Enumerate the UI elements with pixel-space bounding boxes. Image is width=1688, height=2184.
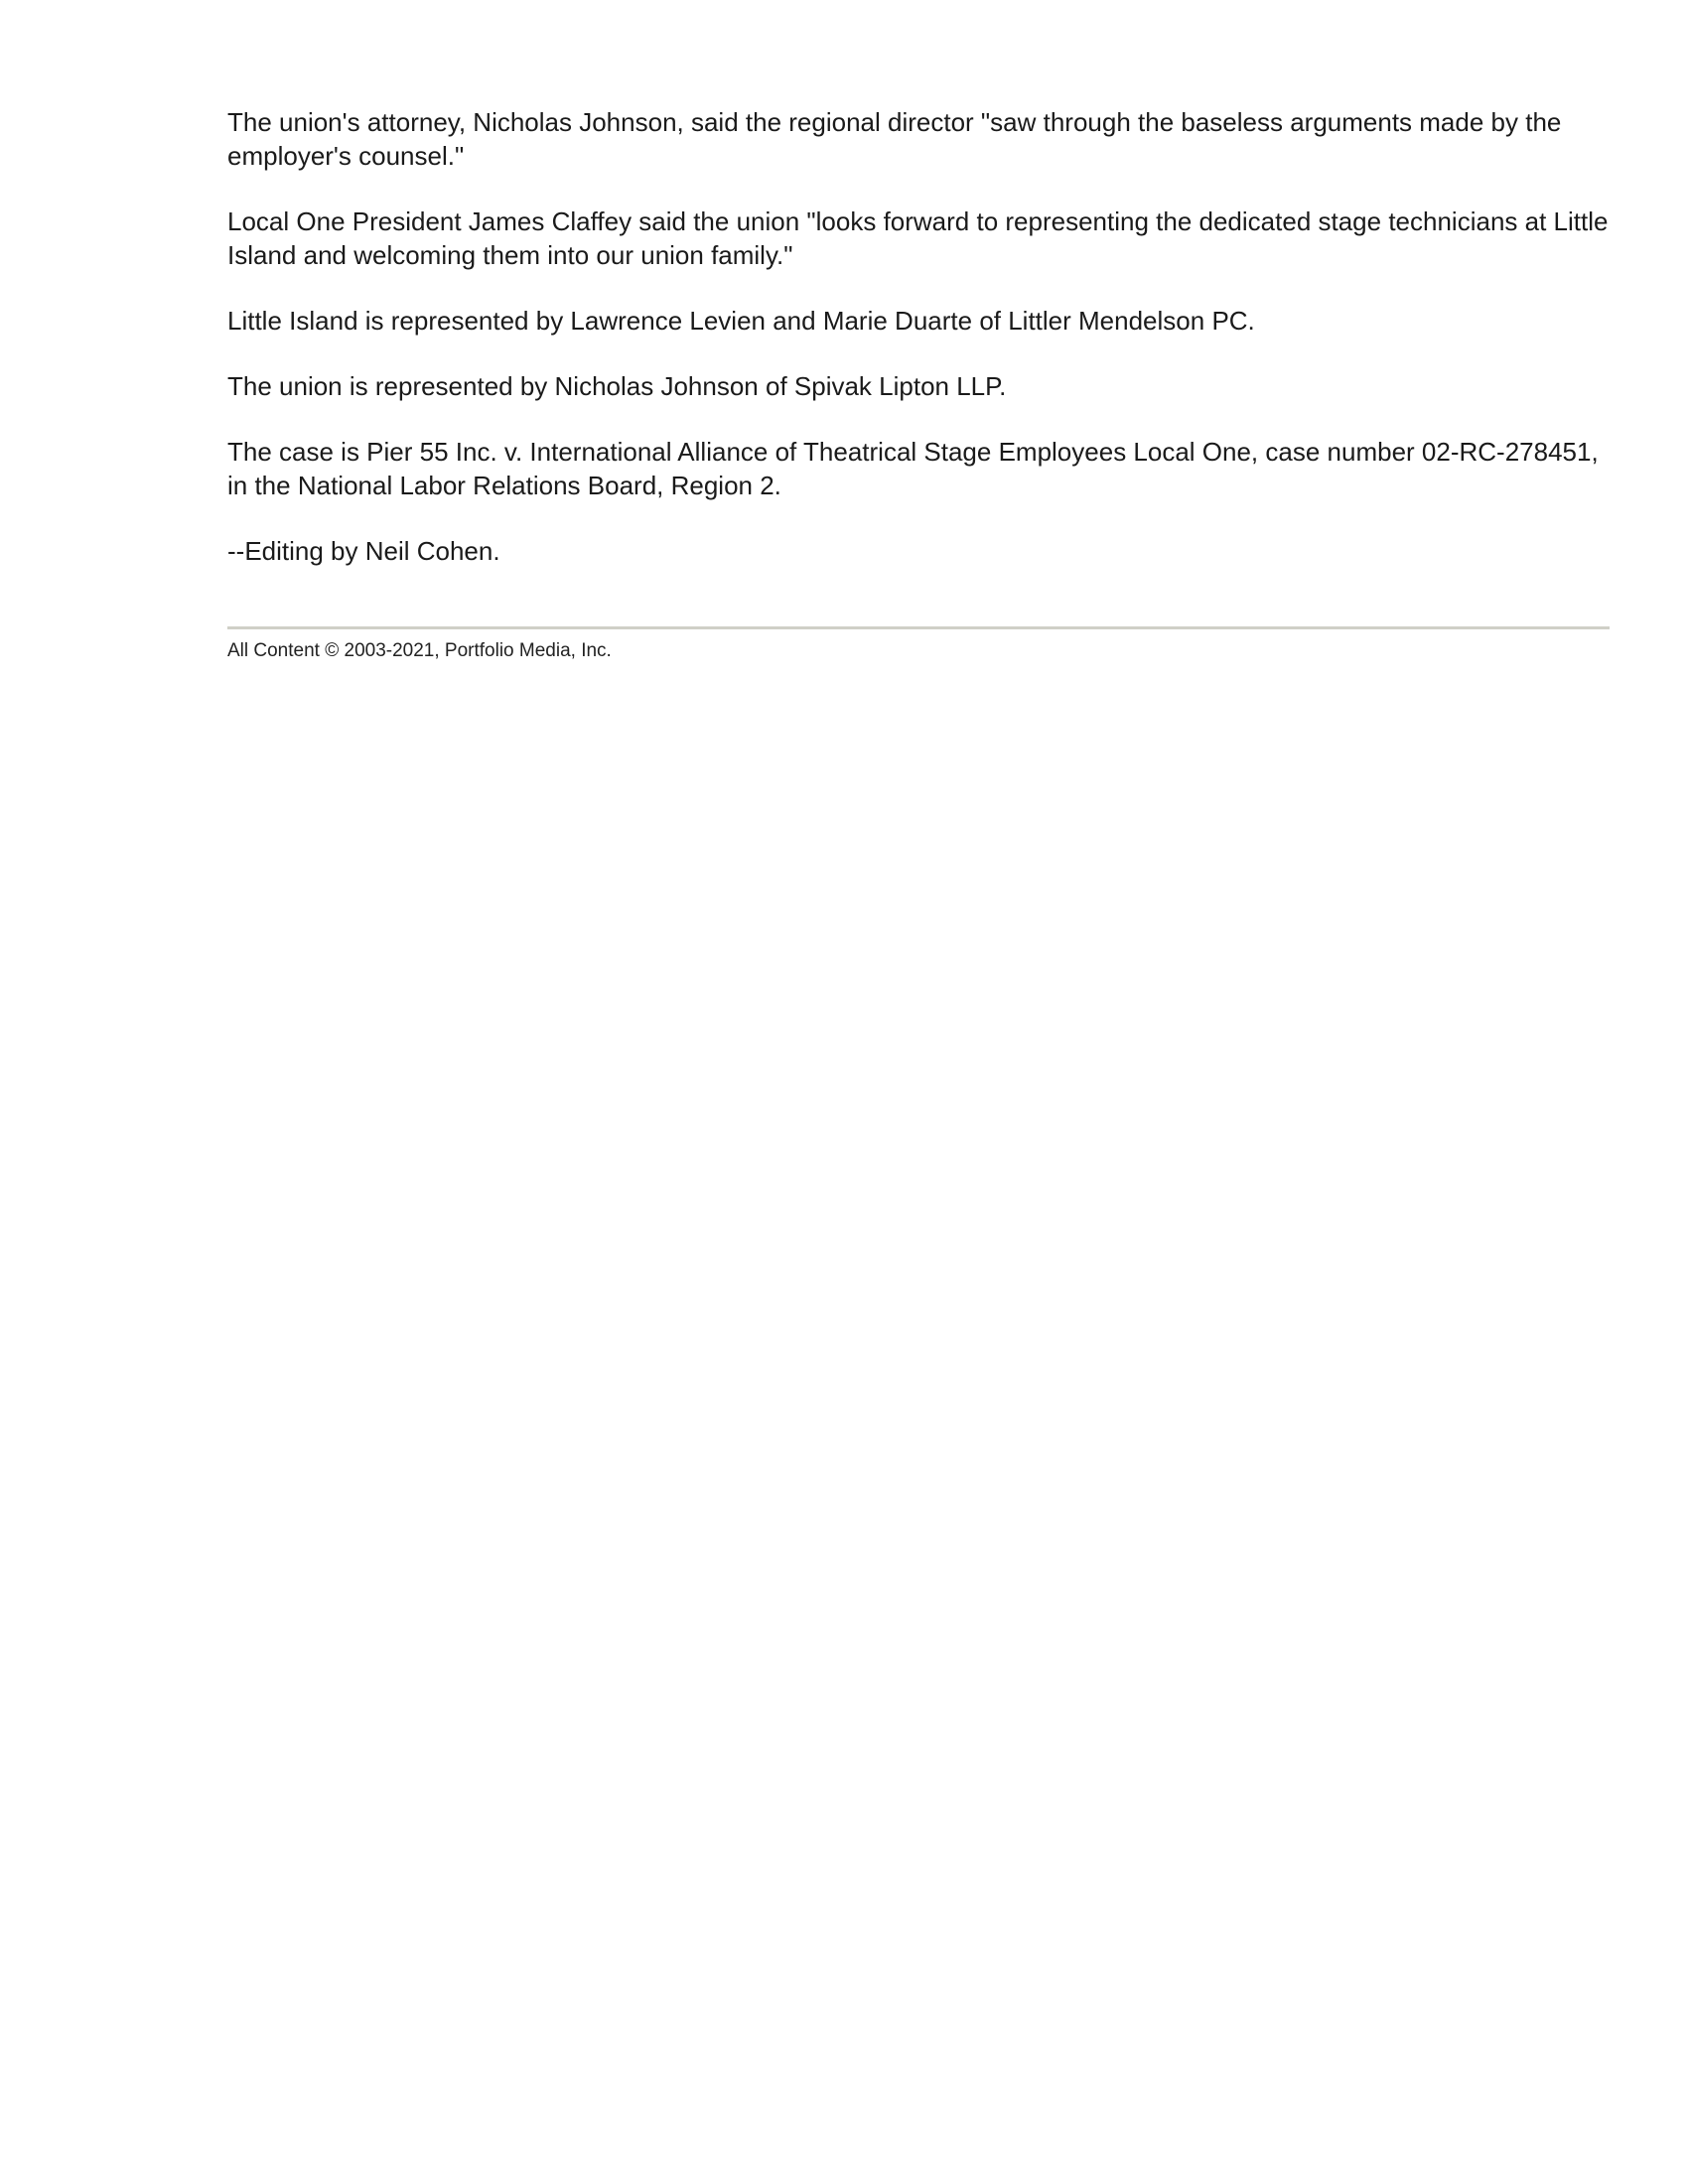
paragraph-attorney-quote: The union's attorney, Nicholas Johnson, said the regional director "saw through the baseless arguments made by the employer's counsel." xyxy=(227,107,1562,171)
paragraph-case-info: The case is Pier 55 Inc. v. International Alliance of Theatrical Stage Employees Local One, case number 02-RC-278451, in the National Labor Relations Board, Region 2. xyxy=(227,437,1599,500)
footer-divider xyxy=(227,626,1610,629)
paragraph-president-quote: Local One President James Claffey said the union "looks forward to representing the dedicated stage technicians at Little Island and welcoming them into our union family." xyxy=(227,206,1609,270)
footer-copyright: All Content © 2003-2021, Portfolio Media, Inc. xyxy=(227,640,612,661)
paragraph-employer-counsel: Little Island is represented by Lawrence Levien and Marie Duarte of Littler Mendelson PC. xyxy=(227,306,1255,336)
paragraph-union-counsel: The union is represented by Nicholas Johnson of Spivak Lipton LLP. xyxy=(227,371,1007,401)
article-body xyxy=(227,105,1610,600)
paragraph-editor-credit: --Editing by Neil Cohen. xyxy=(227,536,500,566)
